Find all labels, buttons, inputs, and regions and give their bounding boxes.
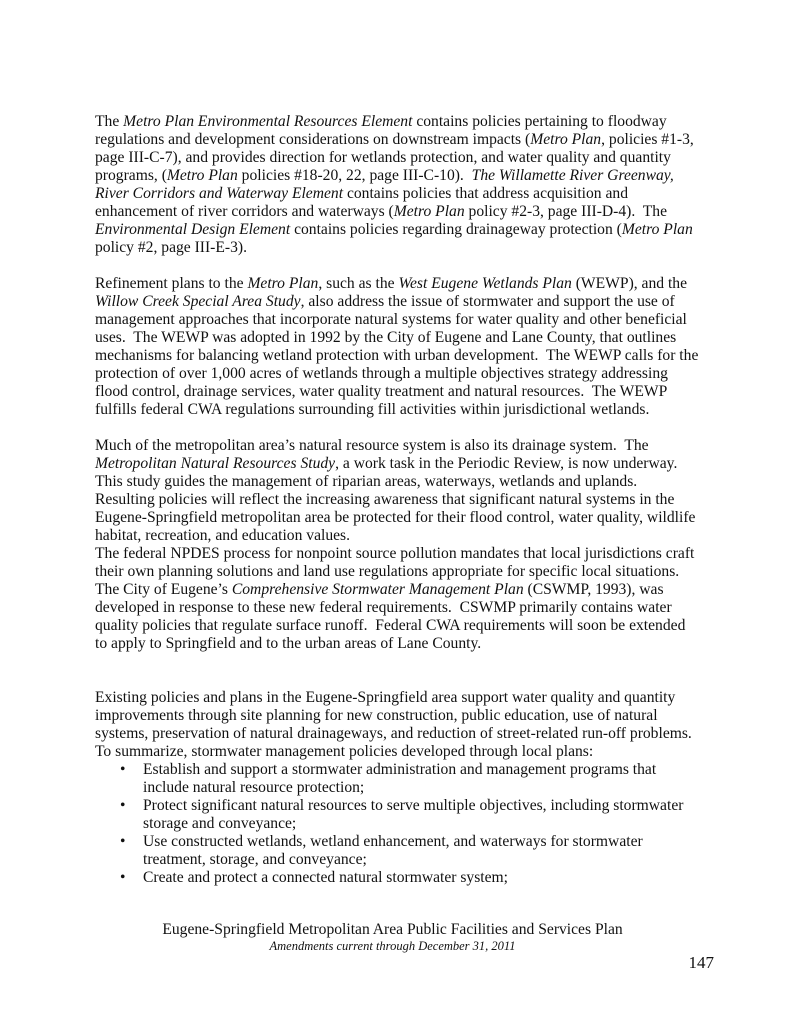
text-segment: improvements through site planning for new construction, public education, use of natural <box>95 707 658 724</box>
text-segment: Resulting policies will reflect the increasing awareness that significant natural systems in the <box>95 491 675 508</box>
text-segment: quality policies that regulate surface runoff. Federal CWA requirements will soon be extended <box>95 617 686 634</box>
text-segment: uses. The WEWP was adopted in 1992 by the City of Eugene and Lane County, that outlines <box>95 329 677 346</box>
italic-title-text: The Willamette River Greenway, <box>471 167 674 184</box>
text-line <box>95 401 698 419</box>
text-segment: flood control, drainage services, water quality treatment and natural resources. The WEWP <box>95 383 668 400</box>
text-segment: policy #2-3, page III-D-4). The <box>464 203 668 220</box>
text-segment: , policies #1-3, <box>601 131 694 148</box>
page-number: 147 <box>688 953 714 972</box>
text-segment: contains policies regarding drainageway protection ( <box>290 221 622 238</box>
text-line <box>95 599 694 617</box>
text-line <box>95 725 692 743</box>
text-segment: page III-C-7), and provides direction for wetlands protection, and water quality and quantity <box>95 149 671 166</box>
text-line <box>95 239 694 257</box>
text-line <box>95 131 694 149</box>
text-segment: habitat, recreation, and education values. <box>95 527 351 544</box>
text-segment: mechanisms for balancing wetland protection with urban development. The WEWP calls for the <box>95 347 699 364</box>
text-segment: contains policies pertaining to floodway <box>412 113 667 130</box>
text-segment: fulfills federal CWA regulations surrounding fill activities within jurisdictional wetlands. <box>95 401 650 418</box>
list-item <box>95 797 683 833</box>
text-segment: , a work task in the Periodic Review, is now underway. <box>335 455 678 472</box>
text-segment: This study guides the management of riparian areas, waterways, wetlands and uplands. <box>95 473 638 490</box>
italic-title-text: Metro Plan <box>530 131 602 148</box>
text-segment: To summarize, stormwater management policies developed through local plans: <box>95 743 594 760</box>
bullet-icon: • <box>120 833 126 850</box>
list-item-text: treatment, storage, and conveyance; <box>143 851 367 868</box>
italic-title-text: Comprehensive Stormwater Management Plan <box>231 581 524 598</box>
italic-title-text: Metro Plan <box>393 203 465 220</box>
footer-subtitle: Amendments current through December 31, 2011 <box>269 939 516 953</box>
list-item-text: Create and protect a connected natural stormwater system; <box>143 869 509 886</box>
italic-title-text: River Corridors and Waterway Element <box>95 185 344 202</box>
text-segment: , also address the issue of stormwater and support the use of <box>300 293 675 310</box>
text-line <box>95 635 694 653</box>
bullet-icon: • <box>120 869 126 886</box>
bullet-list <box>95 761 683 887</box>
list-item-text: include natural resource protection; <box>143 779 365 796</box>
text-segment: Much of the metropolitan area’s natural resource system is also its drainage system. The <box>95 437 649 454</box>
text-segment: systems, preservation of natural drainageways, and reduction of street-related run-off problems. <box>95 725 692 742</box>
list-item-text: Use constructed wetlands, wetland enhancement, and waterways for stormwater <box>143 833 643 850</box>
text-segment: The City of Eugene’s <box>95 581 232 598</box>
text-segment: programs, ( <box>95 167 167 184</box>
text-line <box>95 293 698 311</box>
list-item-text: storage and conveyance; <box>143 815 297 832</box>
list-item-text: Protect significant natural resources to serve multiple objectives, including stormwater <box>143 797 684 814</box>
text-segment: Refinement plans to the <box>95 275 248 292</box>
text-segment: The <box>95 113 124 130</box>
text-segment: Eugene-Springfield metropolitan area be protected for their flood control, water quality, wildlife <box>95 509 696 526</box>
paragraph <box>95 275 698 419</box>
text-line <box>95 689 692 707</box>
text-segment: management approaches that incorporate natural systems for water quality and other beneficial <box>95 311 687 328</box>
italic-title-text: Metropolitan Natural Resources Study <box>95 455 336 472</box>
text-line <box>95 347 698 365</box>
italic-title-text: Environmental Design Element <box>95 221 291 238</box>
italic-title-text: Metro Plan <box>621 221 693 238</box>
text-line <box>95 365 698 383</box>
text-line <box>95 167 694 185</box>
text-line <box>95 527 695 545</box>
paragraph <box>95 113 694 257</box>
italic-title-text: Willow Creek Special Area Study <box>95 293 301 310</box>
text-line <box>95 185 694 203</box>
text-segment: , such as the <box>318 275 399 292</box>
bullet-icon: • <box>120 761 126 778</box>
text-line <box>95 491 695 509</box>
list-item <box>95 869 683 887</box>
text-line <box>95 707 692 725</box>
paragraph <box>95 689 692 761</box>
text-line <box>95 383 698 401</box>
list-item <box>95 761 683 797</box>
italic-title-text: Metro Plan Environmental Resources Element <box>123 113 413 130</box>
text-line <box>95 455 695 473</box>
text-segment: policies #18-20, 22, page III-C-10). <box>237 167 472 184</box>
text-line <box>95 275 698 293</box>
text-line <box>95 221 694 239</box>
text-segment: to apply to Springfield and to the urban areas of Lane County. <box>95 635 482 652</box>
text-segment: (CSWMP, 1993), was <box>523 581 664 598</box>
footer-title: Eugene-Springfield Metropolitan Area Public Facilities and Services Plan <box>162 921 623 938</box>
italic-title-text: Metro Plan <box>166 167 238 184</box>
text-line <box>95 509 695 527</box>
text-line <box>95 563 694 581</box>
text-segment: developed in response to these new federal requirements. CSWMP primarily contains water <box>95 599 672 616</box>
text-line <box>95 743 692 761</box>
text-line <box>95 545 694 563</box>
text-segment: regulations and development considerations on downstream impacts ( <box>95 131 531 148</box>
text-segment: enhancement of river corridors and waterways ( <box>95 203 394 220</box>
list-item <box>95 833 683 869</box>
text-line <box>95 437 695 455</box>
text-segment: their own planning solutions and land use regulations appropriate for specific local situations. <box>95 563 680 580</box>
text-line <box>95 113 694 131</box>
text-line <box>95 311 698 329</box>
text-segment: Existing policies and plans in the Eugene-Springfield area support water quality and quantity <box>95 689 676 706</box>
italic-title-text: Metro Plan <box>247 275 319 292</box>
text-segment: policy #2, page III-E-3). <box>95 239 247 256</box>
paragraph <box>95 437 695 545</box>
text-segment: contains policies that address acquisition and <box>343 185 628 202</box>
text-line <box>95 149 694 167</box>
text-line <box>95 203 694 221</box>
text-segment: The federal NPDES process for nonpoint source pollution mandates that local jurisdictions craft <box>95 545 695 562</box>
text-line <box>95 617 694 635</box>
paragraph <box>95 545 694 653</box>
text-segment: protection of over 1,000 acres of wetlands through a multiple objectives strategy addressing <box>95 365 668 382</box>
italic-title-text: West Eugene Wetlands Plan <box>398 275 572 292</box>
text-segment: (WEWP), and the <box>571 275 688 292</box>
bullet-icon: • <box>120 797 126 814</box>
text-line <box>95 581 694 599</box>
text-line <box>95 473 695 491</box>
text-line <box>95 329 698 347</box>
list-item-text: Establish and support a stormwater administration and management programs that <box>143 761 657 778</box>
